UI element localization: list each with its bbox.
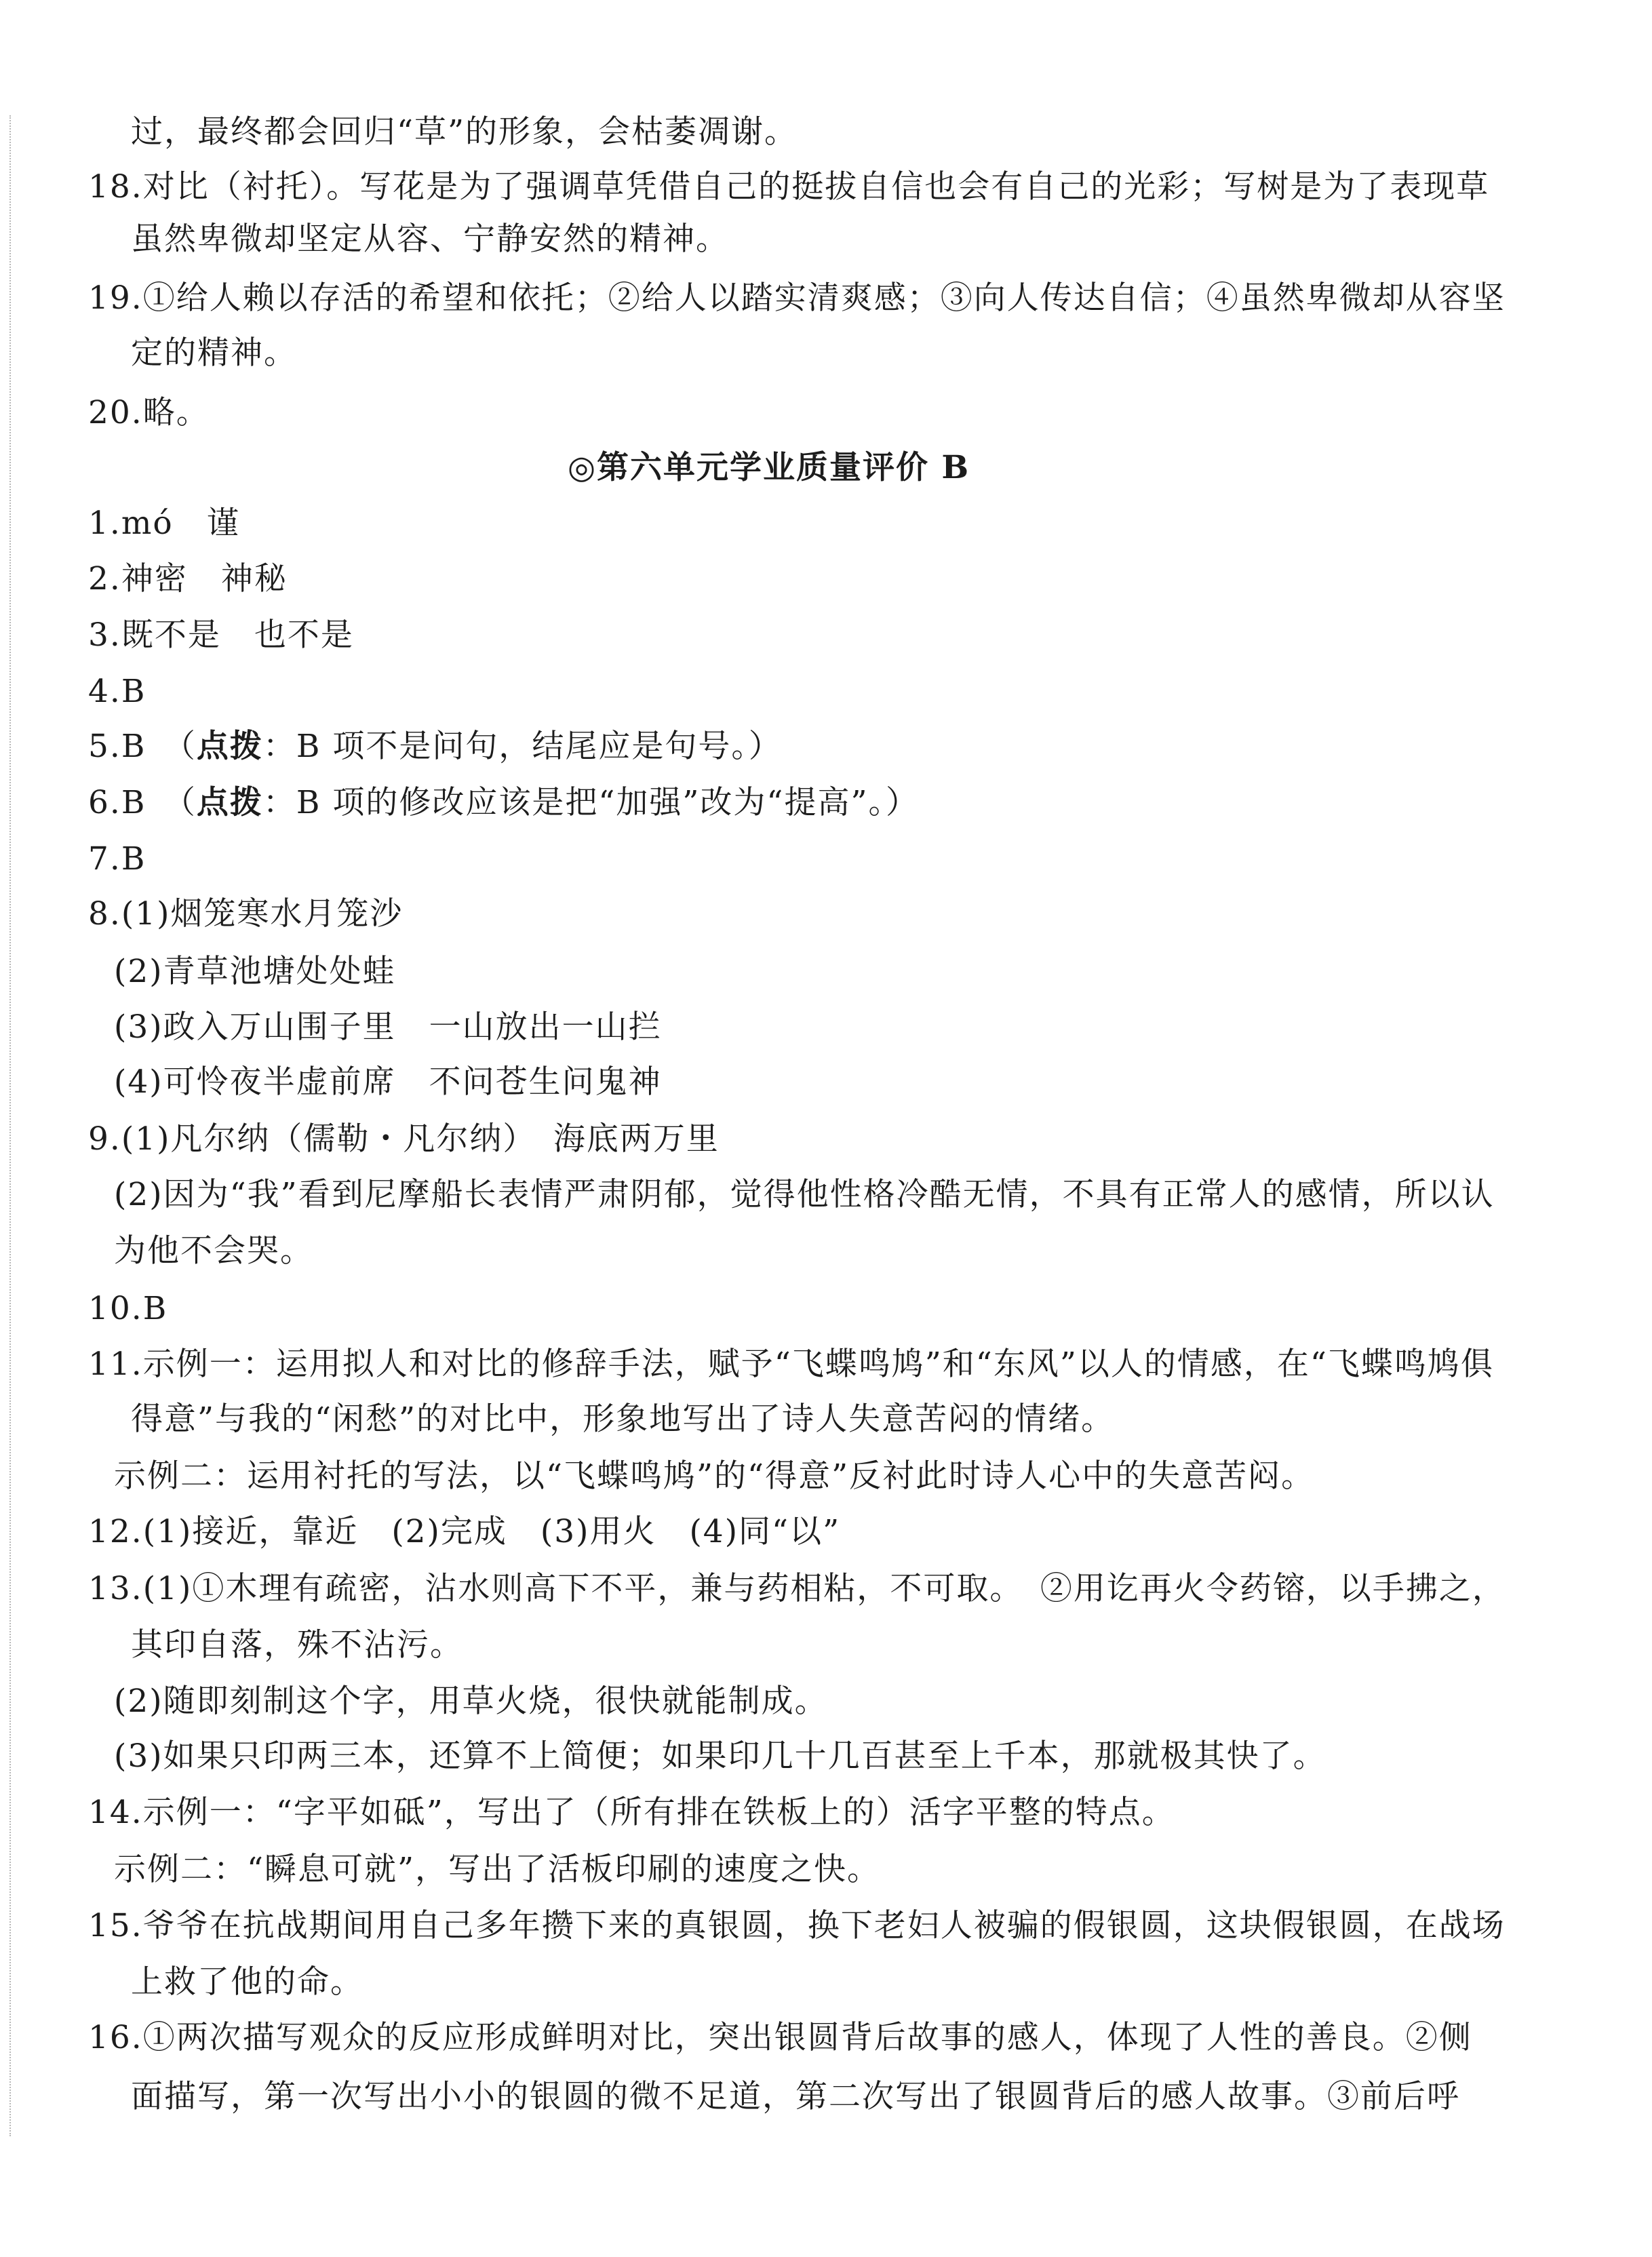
hint-text: ：B 项不是问句，结尾应是句号。） bbox=[262, 728, 782, 765]
answer-14: 14.示例一：“字平如砥”，写出了（所有排在铁板上的）活字平整的特点。 bbox=[88, 1794, 1175, 1831]
hint-label: 点拨 bbox=[196, 784, 263, 821]
answer-8-2: (2)青草池塘处处蛙 bbox=[114, 953, 396, 990]
answer-text: 5.B （ bbox=[88, 728, 197, 765]
text-line: 为他不会哭。 bbox=[114, 1232, 313, 1270]
answer-14-example-2: 示例二：“瞬息可就”，写出了活板印刷的速度之快。 bbox=[114, 1851, 881, 1888]
section-title: ◎第六单元学业质量评价 B bbox=[568, 449, 970, 486]
answer-13: 13.(1)①木理有疏密，沾水则高下不平，兼与药相粘，不可取。 ②用讫再火令药镕，以手拂之， bbox=[88, 1570, 1506, 1607]
answer-7: 7.B bbox=[88, 840, 146, 878]
text-line: 得意”与我的“闲愁”的对比中，形象地写出了诗人失意苦闷的情绪。 bbox=[131, 1400, 1115, 1438]
answer-9-2: (2)因为“我”看到尼摩船长表情严肃阴郁，觉得他性格冷酷无情，不具有正常人的感情，所以认 bbox=[114, 1176, 1495, 1213]
answer-5 bbox=[88, 726, 782, 767]
answer-13-3: (3)如果只印两三本，还算不上简便；如果印几十几百甚至上千本，那就极其快了。 bbox=[114, 1738, 1326, 1775]
answer-18: 18.对比（衬托）。写花是为了强调草凭借自己的挺拔自信也会有自己的光彩；写树是为了表现草 bbox=[88, 168, 1490, 205]
answer-13-2: (2)随即刻制这个字，用草火烧，很快就能制成。 bbox=[114, 1683, 828, 1720]
answer-19: 19.①给人赖以存活的希望和依托；②给人以踏实清爽感；③向人传达自信；④虽然卑微却从容坚 bbox=[88, 279, 1506, 317]
answer-1: 1.mó 谨 bbox=[88, 505, 240, 542]
answer-11-example-2: 示例二：运用衬托的写法，以“飞蝶鸣鸠”的“得意”反衬此时诗人心中的失意苦闷。 bbox=[114, 1457, 1315, 1495]
text-line: 面描写，第一次写出小小的银圆的微不足道，第二次写出了银圆背后的感人故事。③前后呼 bbox=[131, 2078, 1460, 2115]
answer-6 bbox=[88, 783, 919, 823]
answer-4: 4.B bbox=[88, 673, 146, 710]
text-line: 定的精神。 bbox=[131, 334, 297, 372]
answer-3: 3.既不是 也不是 bbox=[88, 616, 354, 654]
answer-16: 16.①两次描写观众的反应形成鲜明对比，突出银圆背后故事的感人，体现了人性的善良。②侧 bbox=[88, 2019, 1472, 2056]
answer-11: 11.示例一：运用拟人和对比的修辞手法，赋予“飞蝶鸣鸠”和“东风”以人的情感，在“飞蝶鸣鸠俱 bbox=[88, 1346, 1494, 1383]
answer-15: 15.爷爷在抗战期间用自己多年攒下来的真银圆，换下老妇人被骗的假银圆，这块假银圆，在战场 bbox=[88, 1907, 1506, 1944]
answer-20: 20.略。 bbox=[88, 394, 210, 431]
answer-8: 8.(1)烟笼寒水月笼沙 bbox=[88, 895, 404, 933]
text-line: 其印自落，殊不沾污。 bbox=[131, 1626, 463, 1664]
answer-10: 10.B bbox=[88, 1290, 168, 1327]
answer-2: 2.神密 神秘 bbox=[88, 560, 288, 597]
answer-9: 9.(1)凡尔纳（儒勒・凡尔纳） 海底两万里 bbox=[88, 1120, 720, 1158]
text-line: 上救了他的命。 bbox=[131, 1963, 363, 2001]
text-line: 虽然卑微却坚定从容、宁静安然的精神。 bbox=[131, 220, 729, 258]
text-line: 过，最终都会回归“草”的形象，会枯萎凋谢。 bbox=[131, 113, 798, 151]
answer-12: 12.(1)接近，靠近 (2)完成 (3)用火 (4)同“以” bbox=[88, 1513, 841, 1550]
hint-label: 点拨 bbox=[196, 728, 263, 765]
answer-8-3: (3)政入万山围子里 一山放出一山拦 bbox=[114, 1008, 662, 1046]
answer-8-4: (4)可怜夜半虚前席 不问苍生问鬼神 bbox=[114, 1063, 662, 1101]
answer-text: 6.B （ bbox=[88, 784, 197, 821]
hint-text: ：B 项的修改应该是把“加强”改为“提高”。） bbox=[262, 784, 919, 821]
